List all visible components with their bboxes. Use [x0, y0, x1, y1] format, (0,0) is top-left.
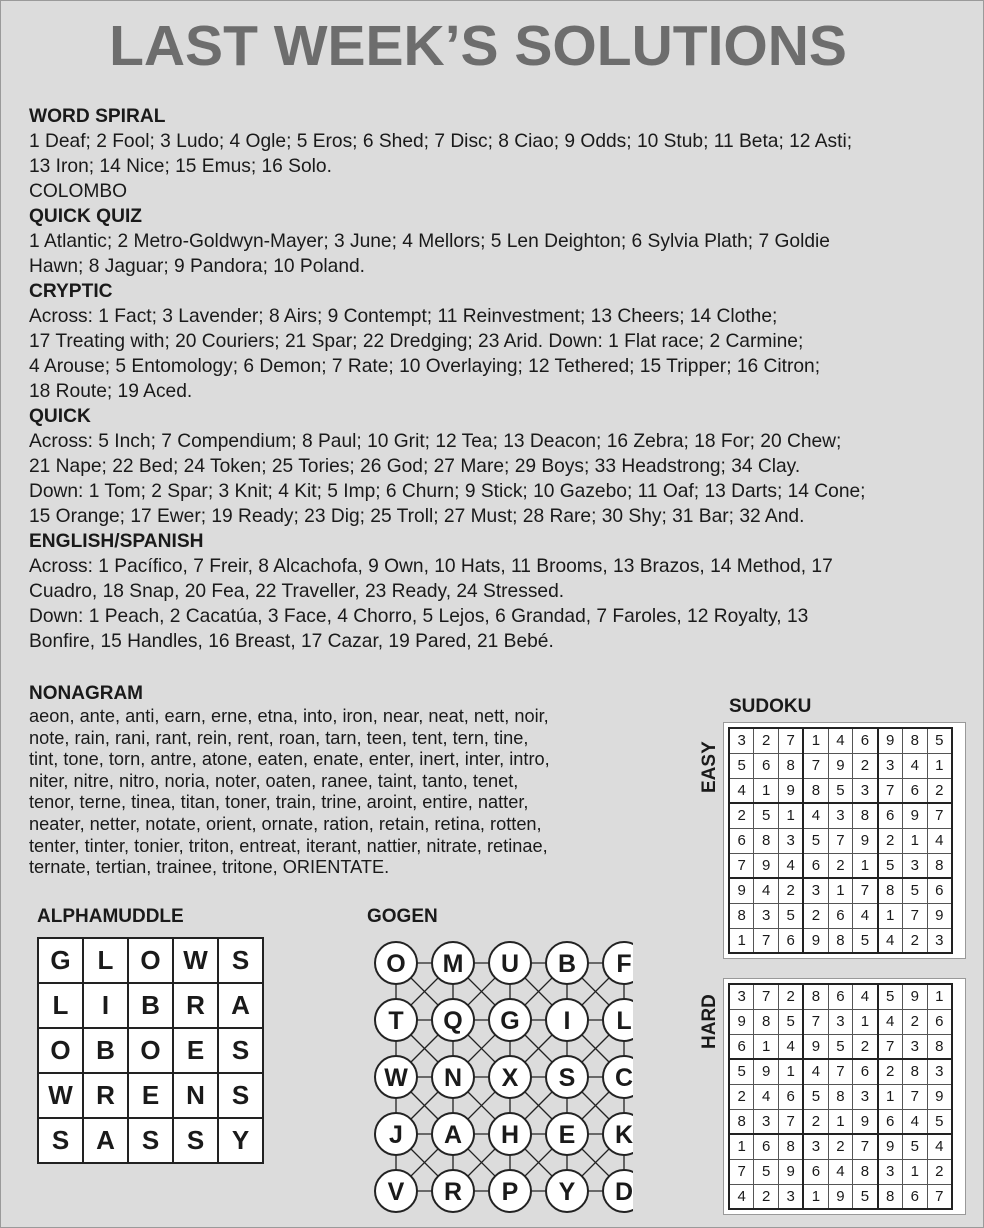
sudoku-cell: 7	[927, 803, 952, 828]
alphamuddle-cell: S	[128, 1118, 173, 1163]
sudoku-cell: 3	[729, 984, 754, 1009]
sudoku-cell: 7	[754, 984, 779, 1009]
sudoku-cell: 6	[729, 1034, 754, 1059]
sudoku-cell: 8	[779, 753, 804, 778]
sudoku-cell: 2	[729, 1084, 754, 1109]
sudoku-cell: 9	[754, 853, 779, 878]
nonagram-line: tenor, terne, tinea, titan, toner, train, trine, aroint, entire, natter,	[29, 792, 529, 813]
sudoku-cell: 2	[754, 728, 779, 753]
gogen-letter: S	[558, 1064, 576, 1092]
sudoku-cell: 6	[853, 728, 878, 753]
nonagram-line: tenter, tinter, tonier, triton, entreat, iterant, nattier, nitrate, retinae,	[29, 835, 548, 856]
sudoku-cell: 4	[902, 1109, 927, 1134]
section-line: 17 Treating with; 20 Couriers; 21 Spar; 22 Dredging; 23 Arid. Down: 1 Flat race; 2 Carmine;	[29, 331, 804, 352]
sudoku-cell: 9	[828, 753, 853, 778]
sudoku-cell: 9	[853, 1109, 878, 1134]
alphamuddle-cell: S	[218, 938, 263, 983]
sudoku-cell: 2	[828, 853, 853, 878]
sudoku-cell: 4	[878, 928, 903, 953]
alphamuddle-grid	[37, 937, 264, 1164]
gogen-letter: U	[500, 950, 520, 978]
sudoku-cell: 7	[902, 1084, 927, 1109]
sudoku-cell: 8	[754, 1009, 779, 1034]
sudoku-cell: 5	[853, 928, 878, 953]
sudoku-cell: 7	[779, 728, 804, 753]
sudoku-cell: 3	[853, 778, 878, 803]
sudoku-cell: 8	[729, 903, 754, 928]
gogen-letter: W	[384, 1064, 408, 1092]
sudoku-cell: 8	[828, 1084, 853, 1109]
sudoku-cell: 3	[902, 1034, 927, 1059]
gogen-letter: F	[616, 950, 632, 978]
sudoku-cell: 5	[902, 878, 927, 903]
sudoku-cell: 2	[878, 828, 903, 853]
sudoku-cell: 4	[828, 1159, 853, 1184]
sudoku-cell: 1	[853, 1009, 878, 1034]
sudoku-cell: 5	[729, 1059, 754, 1084]
sudoku-cell: 3	[729, 728, 754, 753]
sudoku-cell: 2	[927, 778, 952, 803]
gogen-letter: Q	[443, 1007, 463, 1035]
gogen-letter: L	[616, 1007, 632, 1035]
sudoku-cell: 3	[779, 828, 804, 853]
sudoku-cell: 6	[803, 1159, 828, 1184]
sudoku-cell: 1	[754, 778, 779, 803]
sudoku-cell: 1	[729, 1134, 754, 1159]
sudoku-cell: 3	[754, 903, 779, 928]
sudoku-cell: 6	[927, 878, 952, 903]
sudoku-cell: 2	[729, 803, 754, 828]
sudoku-cell: 9	[729, 1009, 754, 1034]
sudoku-cell: 7	[878, 1034, 903, 1059]
section-line: 21 Nape; 22 Bed; 24 Token; 25 Tories; 26 God; 27 Mare; 29 Boys; 33 Headstrong; 34 Clay.	[29, 456, 801, 477]
sudoku-cell: 4	[729, 1184, 754, 1209]
sudoku-hard-label: HARD	[699, 994, 720, 1049]
sudoku-cell: 9	[927, 1084, 952, 1109]
section-heading: CRYPTIC	[29, 281, 113, 302]
sudoku-cell: 8	[779, 1134, 804, 1159]
sudoku-cell: 6	[779, 928, 804, 953]
nonagram-line: note, rain, rani, rant, rein, rent, roan, tarn, teen, tent, tern, tine,	[29, 727, 529, 748]
alphamuddle-cell: R	[83, 1073, 128, 1118]
section-line: Cuadro, 18 Snap, 20 Fea, 22 Traveller, 23 Ready, 24 Stressed.	[29, 581, 565, 602]
section-heading: QUICK	[29, 406, 91, 427]
sudoku-cell: 6	[902, 778, 927, 803]
sudoku-cell: 9	[754, 1059, 779, 1084]
gogen-letter: P	[501, 1178, 519, 1206]
sudoku-cell: 7	[927, 1184, 952, 1209]
sudoku-cell: 7	[878, 778, 903, 803]
sudoku-cell: 1	[878, 903, 903, 928]
gogen-letter: G	[500, 1007, 520, 1035]
sudoku-cell: 6	[853, 1059, 878, 1084]
gogen-letter: R	[443, 1178, 463, 1206]
nonagram-line: aeon, ante, anti, earn, erne, etna, into, iron, near, neat, nett, noir,	[29, 706, 549, 726]
alphamuddle-cell: E	[128, 1073, 173, 1118]
gogen-letter: K	[614, 1121, 633, 1149]
sudoku-cell: 2	[803, 1109, 828, 1134]
sudoku-cell: 8	[803, 778, 828, 803]
section-line: Across: 5 Inch; 7 Compendium; 8 Paul; 10 Grit; 12 Tea; 13 Deacon; 16 Zebra; 18 For; 20 Chew;	[29, 431, 842, 452]
sudoku-cell: 3	[754, 1109, 779, 1134]
sudoku-cell: 5	[902, 1134, 927, 1159]
sudoku-cell: 3	[853, 1084, 878, 1109]
alphamuddle-cell: N	[173, 1073, 218, 1118]
nonagram-section	[29, 681, 689, 879]
alphamuddle-cell: B	[128, 983, 173, 1028]
sudoku-cell: 5	[927, 1109, 952, 1134]
sudoku-cell: 1	[803, 1184, 828, 1209]
alphamuddle-cell: G	[38, 938, 83, 983]
sudoku-cell: 8	[902, 1059, 927, 1084]
sudoku-cell: 4	[828, 728, 853, 753]
alphamuddle-cell: R	[173, 983, 218, 1028]
sudoku-cell: 9	[803, 928, 828, 953]
nonagram-line: tint, tone, torn, antre, atone, eaten, enate, enter, inert, inter, intro,	[29, 749, 550, 770]
section-line: 15 Orange; 17 Ewer; 19 Ready; 23 Dig; 25 Troll; 27 Must; 28 Rare; 30 Shy; 31 Bar; 32 And.	[29, 506, 805, 527]
sudoku-heading: SUDOKU	[729, 696, 812, 717]
section-line: Across: 1 Pacífico, 7 Freir, 8 Alcachofa, 9 Own, 10 Hats, 11 Brooms, 13 Brazos, 14 Method, 17	[29, 556, 833, 577]
section-line: 1 Atlantic; 2 Metro-Goldwyn-Mayer; 3 June; 4 Mellors; 5 Len Deighton; 6 Sylvia Plath; 7 Goldie	[29, 231, 830, 252]
sudoku-cell: 8	[853, 1159, 878, 1184]
section-heading: WORD SPIRAL	[29, 106, 166, 127]
sudoku-cell: 6	[828, 903, 853, 928]
sudoku-cell: 1	[927, 753, 952, 778]
alphamuddle-cell: O	[128, 938, 173, 983]
sudoku-cell: 2	[779, 984, 804, 1009]
gogen-letter: X	[501, 1064, 519, 1092]
sudoku-cell: 9	[878, 728, 903, 753]
sudoku-cell: 6	[729, 828, 754, 853]
section-line: Bonfire, 15 Handles, 16 Breast, 17 Cazar, 19 Pared, 21 Bebé.	[29, 631, 554, 652]
gogen-letter: H	[500, 1121, 520, 1149]
sudoku-cell: 8	[754, 828, 779, 853]
sudoku-cell: 6	[902, 1184, 927, 1209]
solutions-text	[29, 104, 965, 654]
sudoku-cell: 5	[927, 728, 952, 753]
sudoku-cell: 1	[779, 1059, 804, 1084]
gogen-letter: O	[386, 950, 406, 978]
alphamuddle-cell: S	[218, 1073, 263, 1118]
alphamuddle-cell: L	[83, 938, 128, 983]
gogen-letter: D	[614, 1178, 633, 1206]
sudoku-cell: 8	[828, 928, 853, 953]
alphamuddle-cell: O	[38, 1028, 83, 1073]
alphamuddle-cell: W	[173, 938, 218, 983]
sudoku-cell: 1	[779, 803, 804, 828]
sudoku-cell: 6	[878, 803, 903, 828]
sudoku-cell: 5	[779, 903, 804, 928]
alphamuddle-heading: ALPHAMUDDLE	[37, 906, 184, 927]
sudoku-cell: 4	[927, 828, 952, 853]
alphamuddle-cell: L	[38, 983, 83, 1028]
section-line: 1 Deaf; 2 Fool; 3 Ludo; 4 Ogle; 5 Eros; 6 Shed; 7 Disc; 8 Ciao; 9 Odds; 10 Stub; 11 Beta; 12 Asti;	[29, 131, 853, 152]
nonagram-line: ternate, tertian, trainee, tritone, ORIENTATE.	[29, 857, 390, 878]
sudoku-cell: 6	[754, 753, 779, 778]
sudoku-cell: 3	[779, 1184, 804, 1209]
sudoku-cell: 4	[902, 753, 927, 778]
sudoku-cell: 1	[828, 878, 853, 903]
sudoku-cell: 4	[803, 803, 828, 828]
nonagram-heading: NONAGRAM	[29, 683, 143, 704]
sudoku-cell: 5	[853, 1184, 878, 1209]
sudoku-cell: 4	[803, 1059, 828, 1084]
gogen-letter: A	[443, 1121, 463, 1149]
sudoku-hard-grid	[724, 979, 965, 1214]
sudoku-cell: 7	[828, 828, 853, 853]
sudoku-cell: 1	[902, 828, 927, 853]
sudoku-cell: 3	[927, 1059, 952, 1084]
sudoku-cell: 3	[878, 1159, 903, 1184]
sudoku-cell: 5	[803, 828, 828, 853]
sudoku-cell: 5	[754, 1159, 779, 1184]
sudoku-cell: 7	[803, 753, 828, 778]
sudoku-cell: 1	[729, 928, 754, 953]
sudoku-cell: 3	[878, 753, 903, 778]
sudoku-cell: 4	[754, 878, 779, 903]
sudoku-cell: 2	[803, 903, 828, 928]
section-line: 4 Arouse; 5 Entomology; 6 Demon; 7 Rate; 10 Overlaying; 12 Tethered; 15 Tripper; 16 Citron;	[29, 356, 821, 377]
section-heading: QUICK QUIZ	[29, 206, 142, 227]
gogen-letter: I	[563, 1007, 571, 1035]
alphamuddle-cell: S	[38, 1118, 83, 1163]
sudoku-cell: 5	[878, 853, 903, 878]
gogen-letter: B	[557, 950, 577, 978]
gogen-letter: C	[614, 1064, 633, 1092]
sudoku-cell: 3	[828, 803, 853, 828]
gogen-letter: E	[558, 1121, 576, 1149]
sudoku-cell: 9	[853, 828, 878, 853]
gogen-letter: N	[443, 1064, 463, 1092]
page-title: LAST WEEK’S SOLUTIONS	[109, 14, 847, 78]
sudoku-cell: 3	[902, 853, 927, 878]
sudoku-cell: 2	[779, 878, 804, 903]
sudoku-cell: 9	[803, 1034, 828, 1059]
sudoku-cell: 5	[729, 753, 754, 778]
sudoku-cell: 1	[927, 984, 952, 1009]
alphamuddle-cell: I	[83, 983, 128, 1028]
sudoku-cell: 2	[828, 1134, 853, 1159]
alphamuddle-cell: A	[83, 1118, 128, 1163]
sudoku-cell: 5	[779, 1009, 804, 1034]
sudoku-cell: 3	[803, 878, 828, 903]
sudoku-cell: 8	[878, 878, 903, 903]
gogen-heading: GOGEN	[367, 906, 438, 927]
sudoku-cell: 6	[927, 1009, 952, 1034]
alphamuddle-cell: S	[173, 1118, 218, 1163]
gogen-letter: T	[388, 1007, 404, 1035]
sudoku-cell: 4	[853, 903, 878, 928]
nonagram-line: neater, netter, notate, orient, ornate, ration, retain, retina, rotten,	[29, 813, 542, 834]
sudoku-cell: 5	[828, 1034, 853, 1059]
sudoku-cell: 9	[779, 778, 804, 803]
alphamuddle-cell: S	[218, 1028, 263, 1073]
gogen-letter: V	[387, 1178, 405, 1206]
sudoku-cell: 7	[902, 903, 927, 928]
sudoku-cell: 5	[803, 1084, 828, 1109]
sudoku-cell: 7	[754, 928, 779, 953]
sudoku-cell: 7	[803, 1009, 828, 1034]
sudoku-cell: 1	[828, 1109, 853, 1134]
sudoku-cell: 6	[754, 1134, 779, 1159]
section-line: Down: 1 Peach, 2 Cacatúa, 3 Face, 4 Chorro, 5 Lejos, 6 Grandad, 7 Faroles, 12 Royalty, 13	[29, 606, 809, 627]
sudoku-cell: 3	[927, 928, 952, 953]
sudoku-cell: 8	[927, 853, 952, 878]
sudoku-cell: 4	[779, 1034, 804, 1059]
sudoku-cell: 9	[902, 803, 927, 828]
sudoku-cell: 8	[853, 803, 878, 828]
sudoku-cell: 3	[828, 1009, 853, 1034]
sudoku-cell: 3	[803, 1134, 828, 1159]
sudoku-cell: 4	[878, 1009, 903, 1034]
sudoku-cell: 7	[729, 853, 754, 878]
sudoku-cell: 1	[902, 1159, 927, 1184]
nonagram-words	[29, 706, 669, 879]
sudoku-cell: 6	[828, 984, 853, 1009]
sudoku-cell: 4	[754, 1084, 779, 1109]
sudoku-cell: 7	[853, 878, 878, 903]
sudoku-cell: 4	[927, 1134, 952, 1159]
sudoku-cell: 7	[828, 1059, 853, 1084]
section-heading: ENGLISH/SPANISH	[29, 531, 204, 552]
sudoku-cell: 4	[853, 984, 878, 1009]
section-line: 13 Iron; 14 Nice; 15 Emus; 16 Solo.	[29, 156, 332, 177]
sudoku-cell: 6	[779, 1084, 804, 1109]
sudoku-easy-grid	[724, 723, 965, 958]
sudoku-cell: 2	[878, 1059, 903, 1084]
gogen-letter: J	[389, 1121, 403, 1149]
section-line: COLOMBO	[29, 181, 128, 202]
alphamuddle-cell: A	[218, 983, 263, 1028]
alphamuddle-cell: W	[38, 1073, 83, 1118]
alphamuddle-cell: E	[173, 1028, 218, 1073]
sudoku-cell: 8	[902, 728, 927, 753]
sudoku-cell: 2	[902, 1009, 927, 1034]
sudoku-cell: 8	[729, 1109, 754, 1134]
section-line: Across: 1 Fact; 3 Lavender; 8 Airs; 9 Contempt; 11 Reinvestment; 13 Cheers; 14 Clothe;	[29, 306, 778, 327]
sudoku-cell: 6	[878, 1109, 903, 1134]
gogen-letter: M	[442, 950, 464, 978]
section-line: 18 Route; 19 Aced.	[29, 381, 193, 402]
sudoku-cell: 6	[803, 853, 828, 878]
sudoku-cell: 7	[779, 1109, 804, 1134]
sudoku-cell: 8	[927, 1034, 952, 1059]
sudoku-cell: 9	[729, 878, 754, 903]
sudoku-cell: 1	[853, 853, 878, 878]
gogen-letter: Y	[558, 1178, 576, 1206]
sudoku-cell: 2	[853, 1034, 878, 1059]
sudoku-cell: 5	[878, 984, 903, 1009]
sudoku-cell: 5	[754, 803, 779, 828]
sudoku-cell: 1	[754, 1034, 779, 1059]
sudoku-easy-label: EASY	[699, 741, 720, 793]
sudoku-cell: 8	[878, 1184, 903, 1209]
sudoku-cell: 2	[853, 753, 878, 778]
sudoku-cell: 1	[803, 728, 828, 753]
alphamuddle-cell: B	[83, 1028, 128, 1073]
sudoku-cell: 9	[779, 1159, 804, 1184]
sudoku-cell: 7	[853, 1134, 878, 1159]
sudoku-cell: 9	[828, 1184, 853, 1209]
alphamuddle-cell: O	[128, 1028, 173, 1073]
sudoku-cell: 1	[878, 1084, 903, 1109]
sudoku-cell: 2	[927, 1159, 952, 1184]
nonagram-line: niter, nitre, nitro, noria, noter, oaten, ranee, taint, tanto, tenet,	[29, 770, 519, 791]
alphamuddle-cell: Y	[218, 1118, 263, 1163]
section-line: Hawn; 8 Jaguar; 9 Pandora; 10 Poland.	[29, 256, 366, 277]
sudoku-cell: 9	[878, 1134, 903, 1159]
section-line: Down: 1 Tom; 2 Spar; 3 Knit; 4 Kit; 5 Imp; 6 Churn; 9 Stick; 10 Gazebo; 11 Oaf; 13 Darts; 14 Cone;	[29, 481, 866, 502]
sudoku-cell: 9	[902, 984, 927, 1009]
gogen-grid	[367, 933, 633, 1219]
sudoku-cell: 2	[902, 928, 927, 953]
sudoku-cell: 8	[803, 984, 828, 1009]
sudoku-cell: 4	[729, 778, 754, 803]
sudoku-cell: 4	[779, 853, 804, 878]
sudoku-cell: 9	[927, 903, 952, 928]
sudoku-cell: 7	[729, 1159, 754, 1184]
sudoku-cell: 5	[828, 778, 853, 803]
sudoku-cell: 2	[754, 1184, 779, 1209]
